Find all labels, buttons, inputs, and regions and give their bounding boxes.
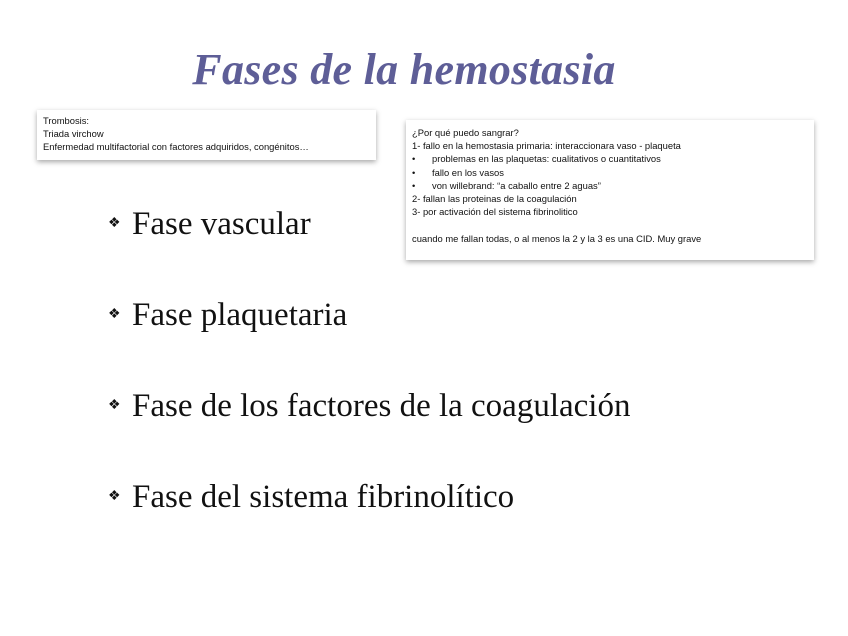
note-bullet-text: problemas en las plaquetas: cualitativos o cuantitativos <box>432 153 661 165</box>
speaker-note-trombosis <box>37 110 376 160</box>
bullet-dot-icon: • <box>412 179 416 191</box>
note-bullet-text: von willebrand: “a caballo entre 2 aguas” <box>432 179 601 191</box>
speaker-note-sangrado <box>406 120 814 260</box>
bullet-dot-icon: • <box>412 153 416 165</box>
diamond-bullet-icon: ❖ <box>108 398 121 414</box>
diamond-bullet-icon: ❖ <box>108 489 121 505</box>
note-line: Triada virchow <box>43 128 104 140</box>
note-line: ¿Por qué puedo sangrar? <box>412 127 519 138</box>
phase-item-vascular <box>108 204 311 246</box>
note-bullet-line <box>412 166 808 179</box>
note-bullet-line <box>412 152 808 165</box>
phase-item-plaquetaria <box>108 295 347 337</box>
note-line: Trombosis: <box>43 115 90 126</box>
note-line: 3- por activación del sistema fibrinolitico <box>412 206 578 218</box>
note-bullet-text: fallo en los vasos <box>432 166 504 178</box>
note-line: 1- fallo en la hemostasia primaria: interaccionara vaso - plaqueta <box>412 140 681 152</box>
slide-title: Fases de la hemostasia <box>192 45 616 94</box>
note-blank-line <box>412 218 808 231</box>
note-line: Enfermedad multifactorial con factores adquiridos, congénitos… <box>43 141 309 153</box>
diamond-bullet-icon: ❖ <box>108 307 121 323</box>
phase-item-label: Fase vascular <box>132 206 311 242</box>
diamond-bullet-icon: ❖ <box>108 216 121 232</box>
phase-item-coagulacion <box>108 386 630 428</box>
note-bullet-line <box>412 179 808 192</box>
note-line: cuando me fallan todas, o al menos la 2 y la 3 es una CID. Muy grave <box>412 232 702 244</box>
phase-item-label: Fase plaquetaria <box>132 297 348 333</box>
phase-item-label: Fase de los factores de la coagulación <box>132 388 631 424</box>
bullet-dot-icon: • <box>412 166 416 178</box>
note-line: 2- fallan las proteinas de la coagulación <box>412 193 577 205</box>
phase-item-fibrinolitico <box>108 477 514 519</box>
phase-item-label: Fase del sistema fibrinolítico <box>132 479 515 515</box>
